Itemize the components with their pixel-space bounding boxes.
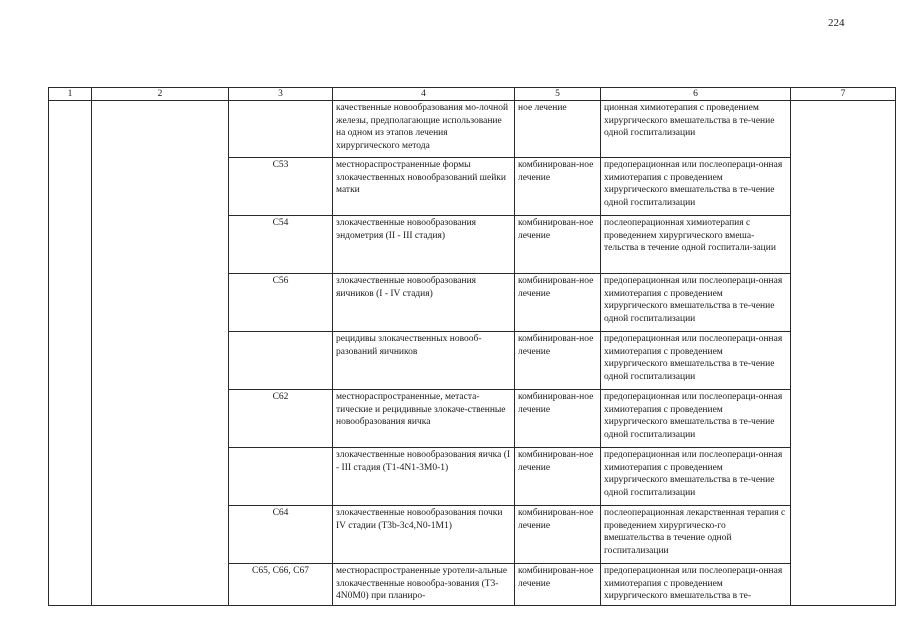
treatment-method-cell: предоперационная или послеопераци-онная химиотерапия с проведением хирургического вмешательства в те-чение одной госпитализации <box>601 158 791 216</box>
page-number: 224 <box>828 17 845 29</box>
treatment-method-cell: предоперационная или послеопераци-онная химиотерапия с проведением хирургического вмешательства в те-чение одной госпитализации <box>601 448 791 506</box>
treatment-method-cell: послеоперационная лекарственная терапия с проведением хирургическо-го вмешательства в течение одной госпитализации <box>601 506 791 564</box>
column-number-row <box>49 88 896 101</box>
diagnosis-code-cell: C54 <box>229 216 333 274</box>
treatment-type-cell: комбинирован-ное лечение <box>515 506 601 564</box>
standard-cell <box>791 101 896 606</box>
treatment-method-cell: предоперационная или послеопераци-онная химиотерапия с проведением хирургического вмешательства в те- <box>601 564 791 606</box>
treatment-type-cell: комбинирован-ное лечение <box>515 390 601 448</box>
condition-cell: злокачественные новообразования почки IV стадии (T3b-3c4,N0-1M1) <box>333 506 515 564</box>
condition-cell: злокачественные новообразования яичников (I - IV стадия) <box>333 274 515 332</box>
condition-cell: местнораспространенные формы злокачественных новообразований шейки матки <box>333 158 515 216</box>
diagnosis-code-cell: C56 <box>229 274 333 332</box>
treatment-method-cell: послеоперационная химиотерапия с проведением хирургического вмеша-тельства в течение одной госпитали-зации <box>601 216 791 274</box>
condition-cell: местнораспространенные уротели-альные злокачественные новообра-зования (T3-4N0M0) при планиро- <box>333 564 515 606</box>
column-number-4: 4 <box>333 88 515 101</box>
treatment-type-cell: ное лечение <box>515 101 601 158</box>
column-number-5: 5 <box>515 88 601 101</box>
condition-cell: злокачественные новообразования яичка (I - III стадия (T1-4N1-3M0-1) <box>333 448 515 506</box>
table-row <box>49 101 896 158</box>
treatment-method-cell: предоперационная или послеопераци-онная химиотерапия с проведением хирургического вмешательства в те-чение одной госпитализации <box>601 274 791 332</box>
treatment-type-cell: комбинирован-ное лечение <box>515 274 601 332</box>
condition-cell: рецидивы злокачественных новооб-разований яичников <box>333 332 515 390</box>
treatment-method-cell: предоперационная или послеопераци-онная химиотерапия с проведением хирургического вмешательства в те-чение одной госпитализации <box>601 390 791 448</box>
condition-cell: качественные новообразования мо-лочной железы, предполагающие использование на одном из этапов лечения хирургического метода <box>333 101 515 158</box>
medical-care-table <box>48 87 896 606</box>
condition-cell: местнораспространенные, метаста-тические и рецидивные злокаче-ственные новообразования яичка <box>333 390 515 448</box>
diagnosis-code-cell <box>229 101 333 158</box>
column-number-1: 1 <box>49 88 92 101</box>
column-number-7: 7 <box>791 88 896 101</box>
column-number-3: 3 <box>229 88 333 101</box>
diagnosis-code-cell <box>229 332 333 390</box>
treatment-method-cell: ционная химиотерапия с проведением хирургического вмешательства в те-чение одной госпитализации <box>601 101 791 158</box>
column-number-2: 2 <box>92 88 229 101</box>
condition-cell: злокачественные новообразования эндометрия (II - III стадия) <box>333 216 515 274</box>
diagnosis-code-cell: C53 <box>229 158 333 216</box>
profile-cell <box>92 101 229 606</box>
treatment-method-cell: предоперационная или послеопераци-онная химиотерапия с проведением хирургического вмешательства в те-чение одной госпитализации <box>601 332 791 390</box>
diagnosis-code-cell: C64 <box>229 506 333 564</box>
diagnosis-code-cell <box>229 448 333 506</box>
treatment-type-cell: комбинирован-ное лечение <box>515 564 601 606</box>
diagnosis-code-cell: C62 <box>229 390 333 448</box>
treatment-type-cell: комбинирован-ное лечение <box>515 448 601 506</box>
treatment-type-cell: комбинирован-ное лечение <box>515 158 601 216</box>
column-number-6: 6 <box>601 88 791 101</box>
diagnosis-code-cell: C65, C66, C67 <box>229 564 333 606</box>
treatment-type-cell: комбинирован-ное лечение <box>515 332 601 390</box>
treatment-type-cell: комбинирован-ное лечение <box>515 216 601 274</box>
row-number-cell <box>49 101 92 606</box>
